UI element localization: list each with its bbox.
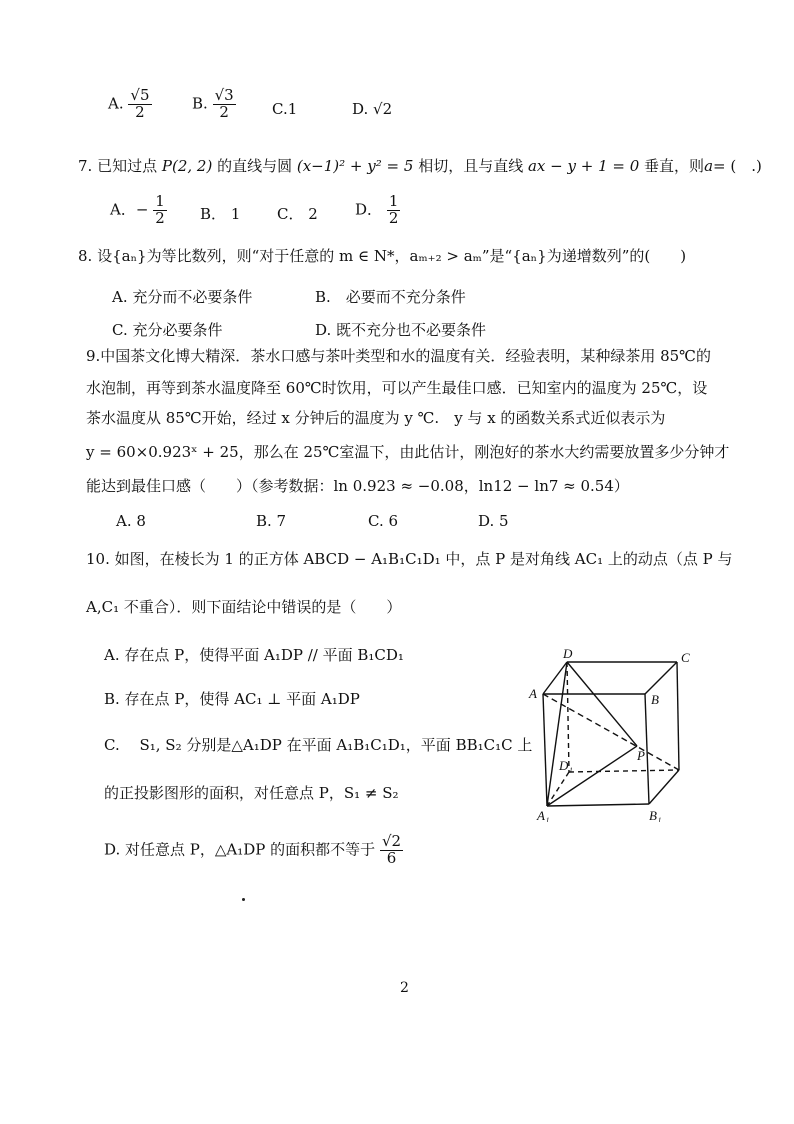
q10-option-c-line-1: C. S₁, S₂ 分别是△A₁DP 在平面 A₁B₁C₁D₁，平面 BB₁C₁C 上	[104, 736, 533, 754]
q8-option-a: A. 充分而不必要条件	[112, 288, 253, 306]
q10-line-2: A,C₁ 不重合）．则下面结论中错误的是（ ）	[86, 598, 402, 616]
q8-option-b: B. 必要而不充分条件	[315, 288, 466, 306]
q10-line-1: 10. 如图，在棱长为 1 的正方体 ABCD − A₁B₁C₁D₁ 中，点 P 是对角线 AC₁ 上的动点（点 P 与	[86, 550, 733, 568]
stray-dot	[242, 898, 245, 901]
label-d1: D₁	[559, 758, 573, 773]
edge-a1-b1	[547, 804, 649, 806]
q9-option-b: B. 7	[256, 512, 287, 530]
label-a1: A₁	[537, 808, 550, 822]
q7-stem: 7. 已知过点 P(2, 2) 的直线与圆 (x−1)² + y² = 5 相切，且与直线 ax − y + 1 = 0 垂直，则a= ( .)	[78, 157, 762, 175]
q10-option-c-line-2: 的正投影图形的面积，对任意点 P，S₁ ≠ S₂	[104, 784, 399, 802]
q10-option-d: D. 对任意点 P，△A₁DP 的面积都不等于 $\frac{√2}{6}$	[104, 832, 402, 867]
q9-option-c: C. 6	[368, 512, 399, 530]
q6-b-denominator: 2	[219, 102, 229, 121]
q7-option-d: D． $\frac{1}{2}$	[355, 192, 399, 227]
label-d: D	[563, 646, 573, 661]
q6-a-denominator: 2	[135, 102, 145, 121]
q6-a-numerator: √5	[130, 86, 150, 104]
edge-b-c	[645, 662, 677, 694]
q6-option-d: D. √2	[352, 100, 393, 118]
edge-d-d1-hidden	[567, 662, 569, 772]
q9-option-a: A. 8	[116, 512, 146, 530]
q6-b-numerator: √3	[214, 86, 234, 104]
q9-line-5: 能达到最佳口感（ ）（参考数据：ln 0.923 ≈ −0.08，ln12 − ln7 ≈ 0.54）	[86, 477, 629, 495]
q8-option-c: C. 充分必要条件	[112, 321, 223, 339]
q10-option-a: A. 存在点 P，使得平面 A₁DP // 平面 B₁CD₁	[104, 646, 404, 664]
edge-b1-c1	[649, 770, 679, 804]
label-b: B	[651, 692, 659, 707]
q7-option-c: C． 2	[277, 205, 318, 223]
q8-stem: 8. 设{aₙ}为等比数列，则“对于任意的 m ∈ N*，aₘ₊₂ > aₘ”是“{aₙ}为递增数列”的( )	[78, 247, 687, 265]
q7-option-b: B． 1	[200, 205, 241, 223]
edge-a-a1	[543, 694, 547, 806]
label-a: A	[529, 686, 537, 701]
page-number: 2	[400, 980, 409, 996]
q9-line-1: 9.中国茶文化博大精深．茶水口感与茶叶类型和水的温度有关．经验表明，某种绿茶用 85℃的	[86, 347, 711, 365]
label-b1: B₁	[649, 808, 662, 822]
q9-line-3: 茶水温度从 85℃开始，经过 x 分钟后的温度为 y ℃. y 与 x 的函数关系式近似表示为	[86, 409, 666, 427]
q8-option-d: D. 既不充分也不必要条件	[315, 321, 487, 339]
edge-b-b1	[645, 694, 649, 804]
q6-option-b: B. $\frac{√3}{2}$	[192, 86, 234, 121]
q7-option-a: A．− $\frac{1}{2}$	[110, 192, 165, 227]
cube-figure	[525, 642, 715, 822]
label-p: P	[637, 748, 645, 763]
q6-option-c: C.1	[272, 100, 298, 118]
q9-line-4: y = 60×0.923ˣ + 25，那么在 25℃室温下，由此估计，刚泡好的茶水大约需要放置多少分钟才	[86, 443, 730, 461]
edge-d1-a1-hidden	[547, 772, 569, 806]
q6-option-a: A. $\frac{√5}{2}$	[108, 86, 150, 121]
q9-option-d: D. 5	[478, 512, 509, 530]
edge-d1-c1-hidden	[569, 770, 679, 772]
segment-d-p	[567, 662, 637, 746]
q10-option-b: B. 存在点 P，使得 AC₁ ⊥ 平面 A₁DP	[104, 690, 360, 708]
label-c: C	[681, 650, 690, 665]
segment-a1-p	[547, 746, 637, 806]
q9-line-2: 水泡制，再等到茶水温度降至 60℃时饮用，可以产生最佳口感．已知室内的温度为 25℃，设	[86, 379, 708, 397]
edge-c-c1	[677, 662, 679, 770]
